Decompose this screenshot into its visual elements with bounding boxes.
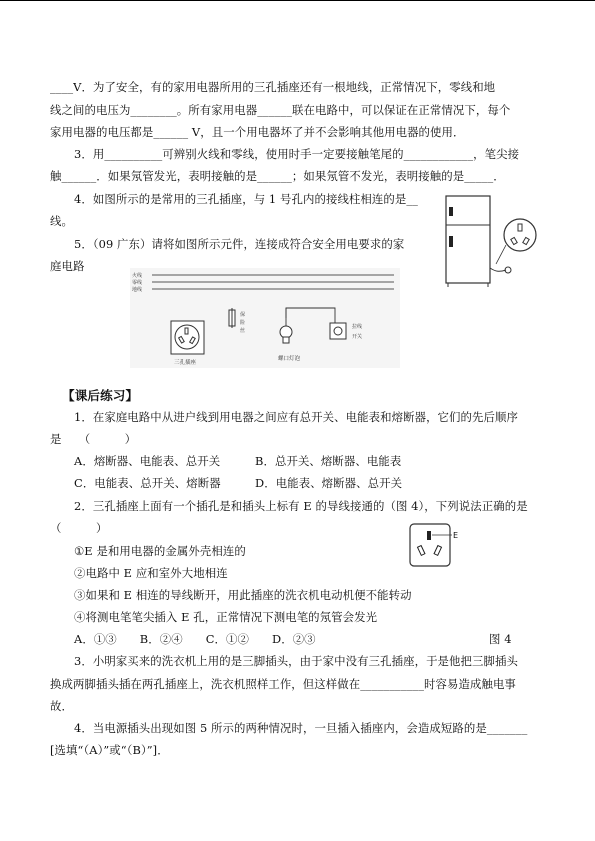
section-heading: 【课后练习】 <box>62 388 139 403</box>
lamp-label: 螺口灯泡 <box>278 356 301 362</box>
fire-wire-label: 火线 <box>132 273 143 279</box>
exercise-3: 3．小明家买来的洗衣机上用的是三脚插头，由于家中没有三孔插座，于是他把三脚插头 <box>74 654 518 668</box>
page-top-rule <box>0 0 595 1</box>
exercise-2-options: A．①③ B．②④ C．①② D．②③ <box>74 632 316 646</box>
figure-4-caption: 图 4 <box>489 632 512 646</box>
option-b: B．总开关、熔断器、电能表 <box>255 454 402 468</box>
ground-wire-label: 地线 <box>132 287 143 293</box>
svg-text:保: 保 <box>240 312 246 318</box>
question-4: 4．如图所示的是常用的三孔插座，与 1 号孔内的接线柱相连的是__ <box>74 192 418 206</box>
text-line: 换成两脚插头插在两孔插座上，洗衣机照样工作，但这样做在___________时容易造成触电事 <box>50 677 516 691</box>
text-line: ____V．为了安全，有的家用电器所用的三孔插座还有一根地线，正常情况下，零线和地 <box>50 80 496 94</box>
text-line: 故． <box>50 699 73 713</box>
question-5: 5．（09 广东）请将如图所示元件，连接成符合安全用电要求的家 <box>74 237 405 251</box>
statement-3: ③如果和 E 相连的导线断开，用此插座的洗衣机电动机便不能转动 <box>74 588 412 602</box>
svg-text:拉线: 拉线 <box>352 324 363 330</box>
text-line: 是 （ ） <box>50 432 137 446</box>
question-3: 3．用__________可辨别火线和零线，使用时手一定要接触笔尾的____________，笔尖接 <box>74 147 520 161</box>
statement-2: ②电路中 E 应和室外大地相连 <box>74 566 228 580</box>
text-line: 线之间的电压为________。所有家用电器______联在电路中，可以保证在正常情况下，每个 <box>50 103 511 117</box>
socket-label: 三孔插座 <box>174 360 197 366</box>
option-c: C．电能表、总开关、熔断器 <box>74 476 221 490</box>
exercise-1: 1．在家庭电路中从进户线到用电器之间应有总开关、电能表和熔断器，它们的先后顺序 <box>74 410 518 424</box>
svg-text:险: 险 <box>240 320 246 326</box>
option-a: A．熔断器、电能表、总开关 <box>74 454 221 468</box>
text-line: [选填“（A）”或“（B）”]． <box>50 743 169 757</box>
fig4-e-label: E <box>453 531 459 540</box>
exercise-2: 2．三孔插座上面有一个插孔是和插头上标有 E 的导线接通的（图 4），下列说法正确的是 <box>74 499 528 513</box>
exercise-4: 4．当电源插头出现如图 5 所示的两种情况时，一旦插入插座内，会造成短路的是_______ <box>74 721 528 735</box>
svg-text:丝: 丝 <box>240 328 246 334</box>
text-line: 庭电路 <box>50 259 85 273</box>
statement-4: ④将测电笔笔尖插入 E 孔，正常情况下测电笔的氖管会发光 <box>74 610 378 624</box>
statement-1: ①E 是和用电器的金属外壳相连的 <box>74 544 246 558</box>
fridge-socket-figure <box>436 192 542 292</box>
option-d: D．电能表、熔断器、总开关 <box>255 476 403 490</box>
svg-text:开关: 开关 <box>352 334 363 340</box>
zero-wire-label: 零线 <box>132 280 143 286</box>
text-line: 家用电器的电压都是______ V，且一个用电器坏了并不会影响其他用电器的使用． <box>50 125 465 139</box>
text-line: 触______．如果氖管发光，表明接触的是______；如果氖管不发光，表明接触的是_____． <box>50 169 505 183</box>
circuit-figure <box>130 268 400 368</box>
text-line: 线。 <box>50 214 73 228</box>
text-line: （ ） <box>50 521 108 535</box>
figure-4-socket <box>408 522 468 570</box>
